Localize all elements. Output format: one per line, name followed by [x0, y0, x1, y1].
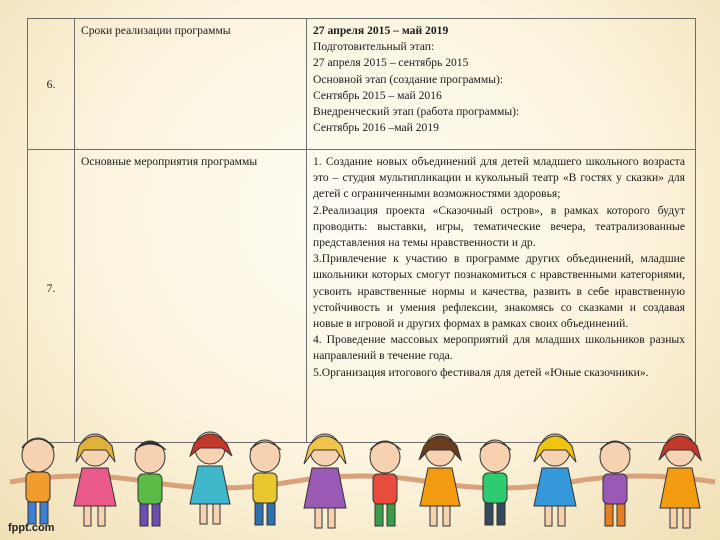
- period-heading: 27 апреля 2015 – май 2019: [313, 24, 449, 37]
- activity-paragraph: 5.Организация итогового фестиваля для детей «Юные сказочники».: [313, 365, 649, 379]
- row-label: Основные мероприятия программы: [81, 155, 258, 168]
- table-row: [28, 150, 696, 443]
- row-number: 6.: [46, 78, 56, 91]
- children-illustration: [0, 420, 720, 540]
- table-row: [28, 19, 696, 150]
- row-number: 7.: [46, 282, 56, 295]
- activity-paragraph: 3.Привлечение к участию в программе других объединений, младшие школьники которых смогут познакомиться с нравственными категориями, усвоить нравственные нормы и качества, развить в себе нравственную устойчивость и умения рефлексии, знакомясь со сказками и создавая новые в игровой и других формах в рамках своих объединений.: [313, 252, 685, 331]
- stage-line: Основной этап (создание программы):: [313, 72, 504, 86]
- row-number-cell: [28, 150, 75, 443]
- row-label-cell: [75, 150, 307, 443]
- stage-line: 27 апреля 2015 – сентябрь 2015: [313, 56, 469, 70]
- activity-paragraph: 4. Проведение массовых мероприятий для младших школьников разных направлений в течение года.: [313, 333, 685, 363]
- stage-line: Сентябрь 2016 –май 2019: [313, 121, 439, 135]
- row-label-cell: [75, 19, 307, 150]
- row-description-cell: [307, 19, 696, 150]
- stage-line: Внедренческий этап (работа программы):: [313, 105, 520, 119]
- activity-paragraph: 1. Создание новых объединений для детей младшего школьного возраста это – студия мультипликации и кукольный театр «В гостях у сказки» для детей с ограниченными возможностями здоровья;: [313, 155, 685, 201]
- row-description-cell: [307, 150, 696, 443]
- program-table: [27, 18, 696, 443]
- footer-brand: fppt.com: [8, 522, 55, 534]
- row-label: Сроки реализации программы: [81, 24, 231, 37]
- row-number-cell: [28, 19, 75, 150]
- activity-paragraph: 2.Реализация проекта «Сказочный остров», в рамках которого будут проводить: выставки, игры, тематические вечера, театрализованные представления на темы нравственности и др.: [313, 203, 685, 250]
- stage-line: Сентябрь 2015 – май 2016: [313, 88, 442, 102]
- stage-line: Подготовительный этап:: [313, 40, 435, 54]
